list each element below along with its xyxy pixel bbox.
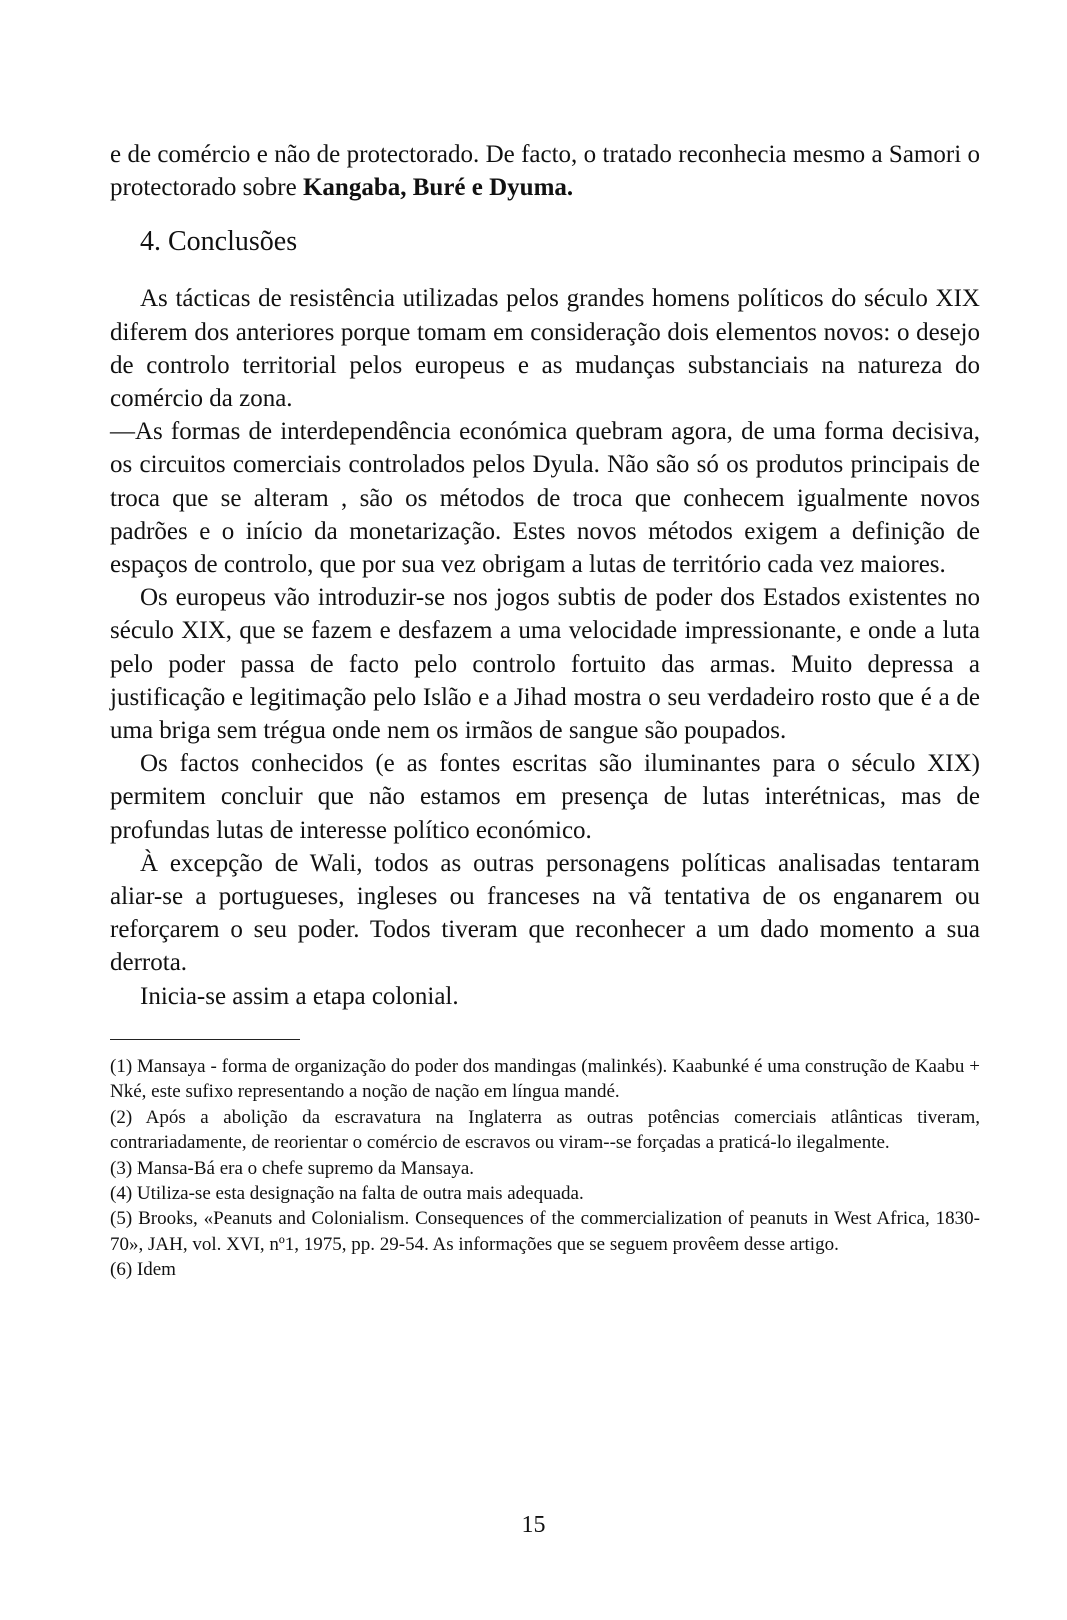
section-title: Conclusões: [168, 226, 298, 258]
section-heading: [140, 222, 980, 262]
paragraph-4: Os factos conhecidos (e as fontes escritas são iluminantes para o século XIX) permitem concluir que não estamos em presença de lutas interétnicas, mas de profundas lutas de interesse político económico.: [110, 750, 980, 844]
footnote-6: (6) Idem: [110, 1259, 176, 1281]
paragraph-6: Inicia-se assim a etapa colonial.: [140, 982, 459, 1010]
footnote-2: (2) Após a abolição da escravatura na Inglaterra as outras potências comerciais atlânticas tiveram, contrariadamente, de reorientar o comércio de escravos ou viram--se forçadas a praticá-lo ilegalmente.: [110, 1106, 980, 1154]
footnote-5: (5) Brooks, «Peanuts and Colonialism. Consequences of the commercialization of peanuts in West Africa, 1830-70», JAH, vol. XVI, nº1, 1975, pp. 29-54. As informações que se seguem provêem desse artigo.: [110, 1208, 980, 1255]
paragraph-5: À excepção de Wali, todos as outras personagens políticas analisadas tentaram aliar-se a portugueses, ingleses ou franceses na vã tentativa de os enganarem ou reforçarem o seu poder. Todos tiveram que reconhecer a um dado momento a sua derrota.: [110, 849, 980, 977]
section-number: 4.: [140, 226, 161, 258]
footnote-4: (4) Utiliza-se esta designação na falta de outra mais adequada.: [110, 1182, 584, 1204]
footnote-1: (1) Mansaya - forma de organização do poder dos mandingas (malinkés). Kaabunké é uma construção de Kaabu + Nké, este sufixo representando a noção de nação em língua mandé.: [110, 1055, 980, 1103]
paragraph-2: —As formas de interdependência económica quebram agora, de uma forma decisiva, os circuitos comerciais controlados pelos Dyula. Não são só os produtos principais de troca que se alteram , são os métodos de troca que conhecem igualmente novos padrões e o início da monetarização. Estes novos métodos exigem a definição de espaços de controlo, que por sua vez obrigam a lutas de território cada vez maiores.: [110, 418, 980, 579]
page-number: 15: [521, 1512, 546, 1538]
footnote-divider: [110, 1039, 300, 1040]
page-content: [110, 138, 980, 1283]
footnote-3: (3) Mansa-Bá era o chefe supremo da Mansaya.: [110, 1157, 475, 1179]
paragraph-3: Os europeus vão introduzir-se nos jogos subtis de poder dos Estados existentes no século XIX, que se fazem e desfazem a uma velocidade impressionante, e onde a luta pelo poder passa de facto pelo controlo fortuito das armas. Muito depressa a justificação e legitimação pelo Islão e a Jihad mostra o seu verdadeiro rosto que é a de uma briga sem trégua onde nem os irmãos de sangue são poupados.: [110, 584, 980, 745]
intro-paragraph-bold: Kangaba, Buré e Dyuma.: [302, 174, 574, 202]
intro-paragraph-text: e de comércio e não de protectorado. De facto, o tratado reconhecia mesmo a Samori o protectorado sobre: [110, 141, 980, 202]
footnotes: [110, 1054, 980, 1283]
intro-paragraph: [110, 138, 980, 204]
paragraph-1: As tácticas de resistência utilizadas pelos grandes homens políticos do século XIX diferem dos anteriores porque tomam em consideração dois elementos novos: o desejo de controlo territorial pelos europeus e as mudanças substanciais na natureza do comércio da zona.: [110, 285, 980, 413]
